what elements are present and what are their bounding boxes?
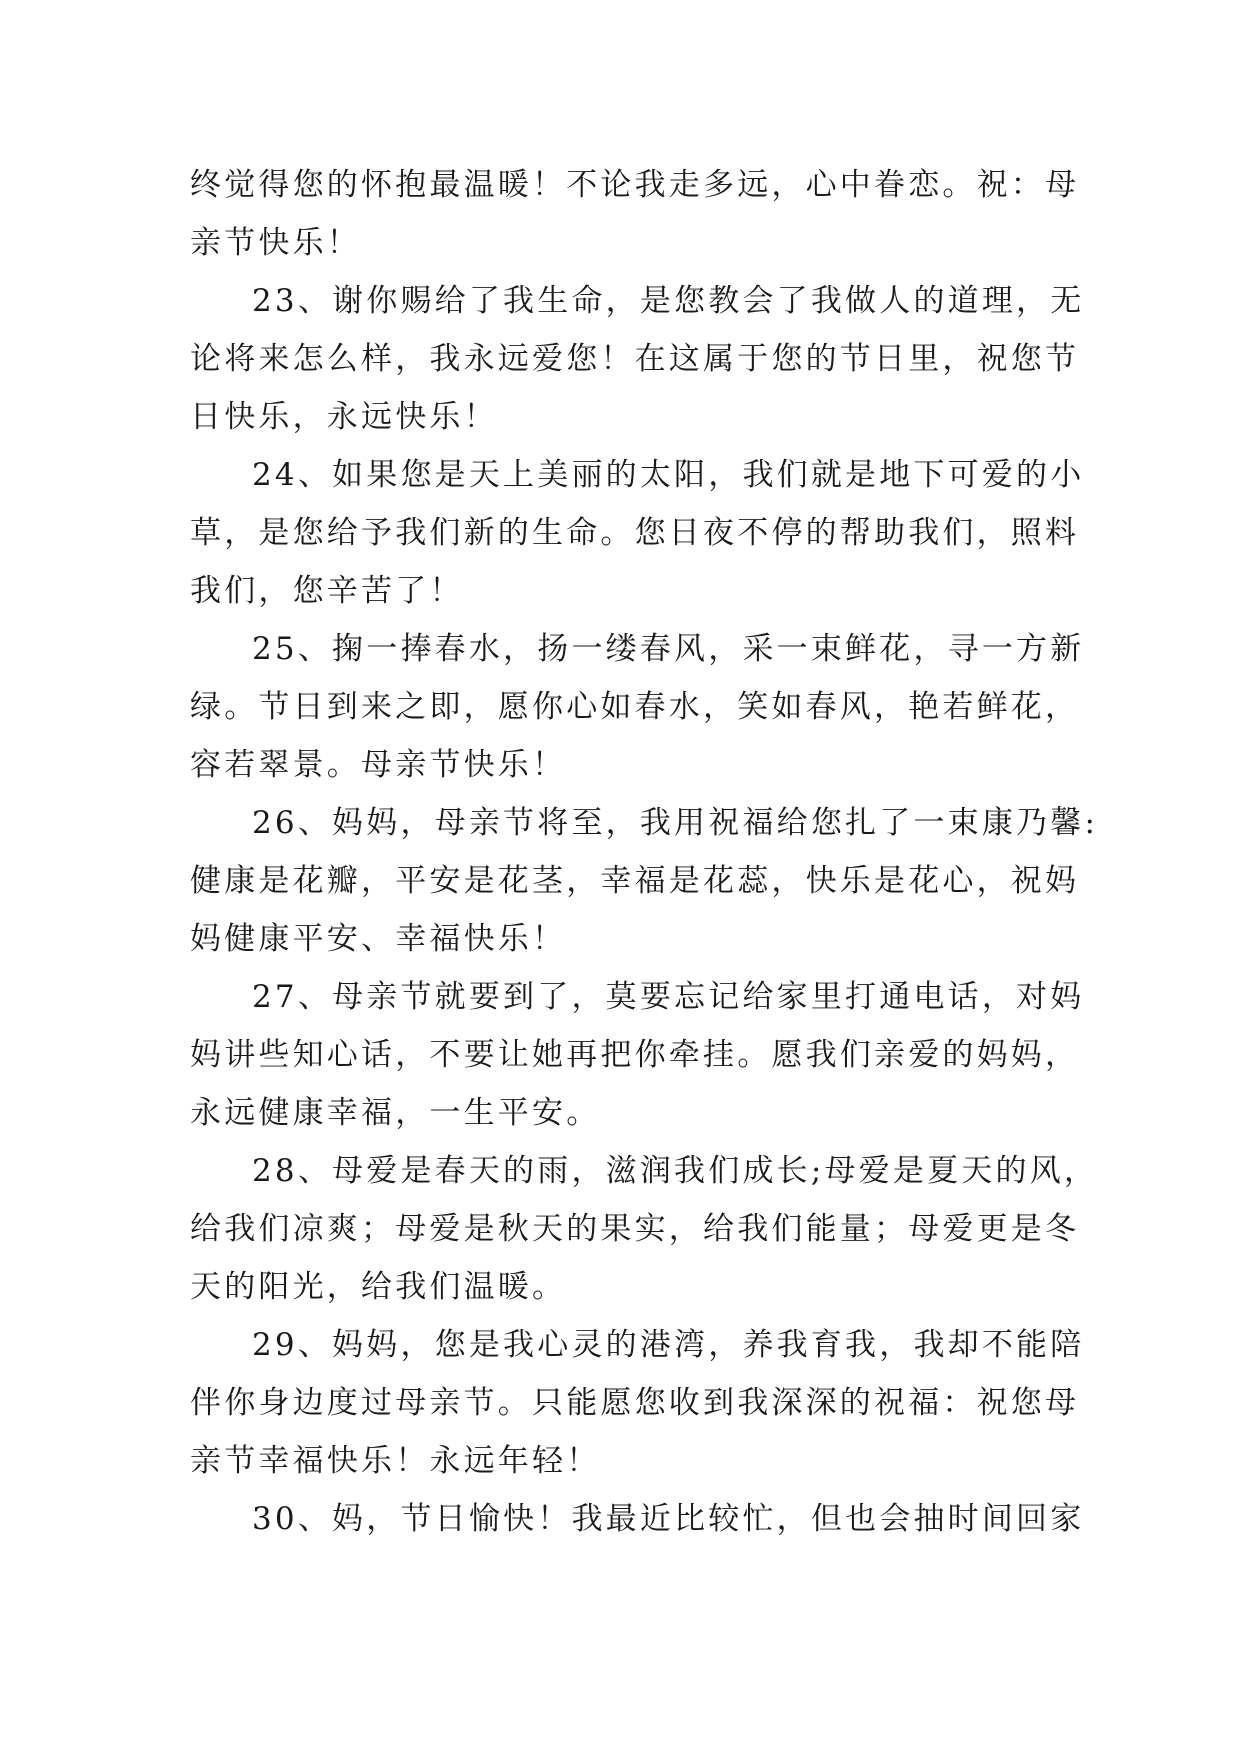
text-line: 草，是您给予我们新的生命。您日夜不停的帮助我们，照料 xyxy=(190,515,1080,551)
text-line: 我们，您辛苦了！ xyxy=(190,573,464,609)
text-line: 23、谢你赐给了我生命，是您教会了我做人的道理，无 xyxy=(252,283,1085,319)
text-line: 伴你身边度过母亲节。只能愿您收到我深深的祝福：祝您母 xyxy=(190,1385,1080,1421)
paragraph-29 xyxy=(190,1316,1085,1490)
text-line: 亲节快乐！ xyxy=(190,225,361,261)
text-line: 妈健康平安、幸福快乐！ xyxy=(190,921,567,957)
text-line: 妈讲些知心话，不要让她再把你牵挂。愿我们亲爱的妈妈， xyxy=(190,1037,1080,1073)
text-line: 天的阳光，给我们温暖。 xyxy=(190,1269,567,1305)
text-line: 25、掬一捧春水，扬一缕春风，采一束鲜花，寻一方新 xyxy=(252,631,1085,667)
text-line: 亲节幸福快乐！永远年轻！ xyxy=(190,1443,601,1479)
text-line: 27、母亲节就要到了，莫要忘记给家里打通电话，对妈 xyxy=(252,979,1085,1015)
text-line: 终觉得您的怀抱最温暖！不论我走多远，心中眷恋。祝：母 xyxy=(190,167,1080,203)
document-body xyxy=(190,156,1099,1548)
paragraph-24 xyxy=(190,446,1085,620)
paragraph-30 xyxy=(190,1490,1085,1548)
paragraph-23 xyxy=(190,272,1085,446)
text-line: 24、如果您是天上美丽的太阳，我们就是地下可爱的小 xyxy=(252,457,1085,493)
text-line: 永远健康幸福，一生平安。 xyxy=(190,1095,601,1131)
text-line: 29、妈妈，您是我心灵的港湾，养我育我，我却不能陪 xyxy=(252,1327,1085,1363)
text-line: 日快乐，永远快乐！ xyxy=(190,399,498,435)
text-line: 给我们凉爽；母爱是秋天的果实，给我们能量；母爱更是冬 xyxy=(190,1211,1080,1247)
paragraph-26 xyxy=(190,794,1099,968)
paragraph-27 xyxy=(190,968,1085,1142)
text-line: 26、妈妈，母亲节将至，我用祝福给您扎了一束康乃馨: xyxy=(252,805,1099,841)
text-line: 28、母爱是春天的雨，滋润我们成长;母爱是夏天的风， xyxy=(252,1153,1099,1189)
paragraph-25 xyxy=(190,620,1085,794)
text-line: 健康是花瓣，平安是花茎，幸福是花蕊，快乐是花心，祝妈 xyxy=(190,863,1080,899)
text-line: 绿。节日到来之即，愿你心如春水，笑如春风，艳若鲜花， xyxy=(190,689,1080,725)
paragraph-28 xyxy=(190,1142,1099,1316)
text-line: 30、妈，节日愉快！我最近比较忙，但也会抽时间回家 xyxy=(252,1501,1085,1537)
text-line: 容若翠景。母亲节快乐！ xyxy=(190,747,567,783)
text-line: 论将来怎么样，我永远爱您！在这属于您的节日里，祝您节 xyxy=(190,341,1080,377)
paragraph-continuation xyxy=(190,156,1080,272)
